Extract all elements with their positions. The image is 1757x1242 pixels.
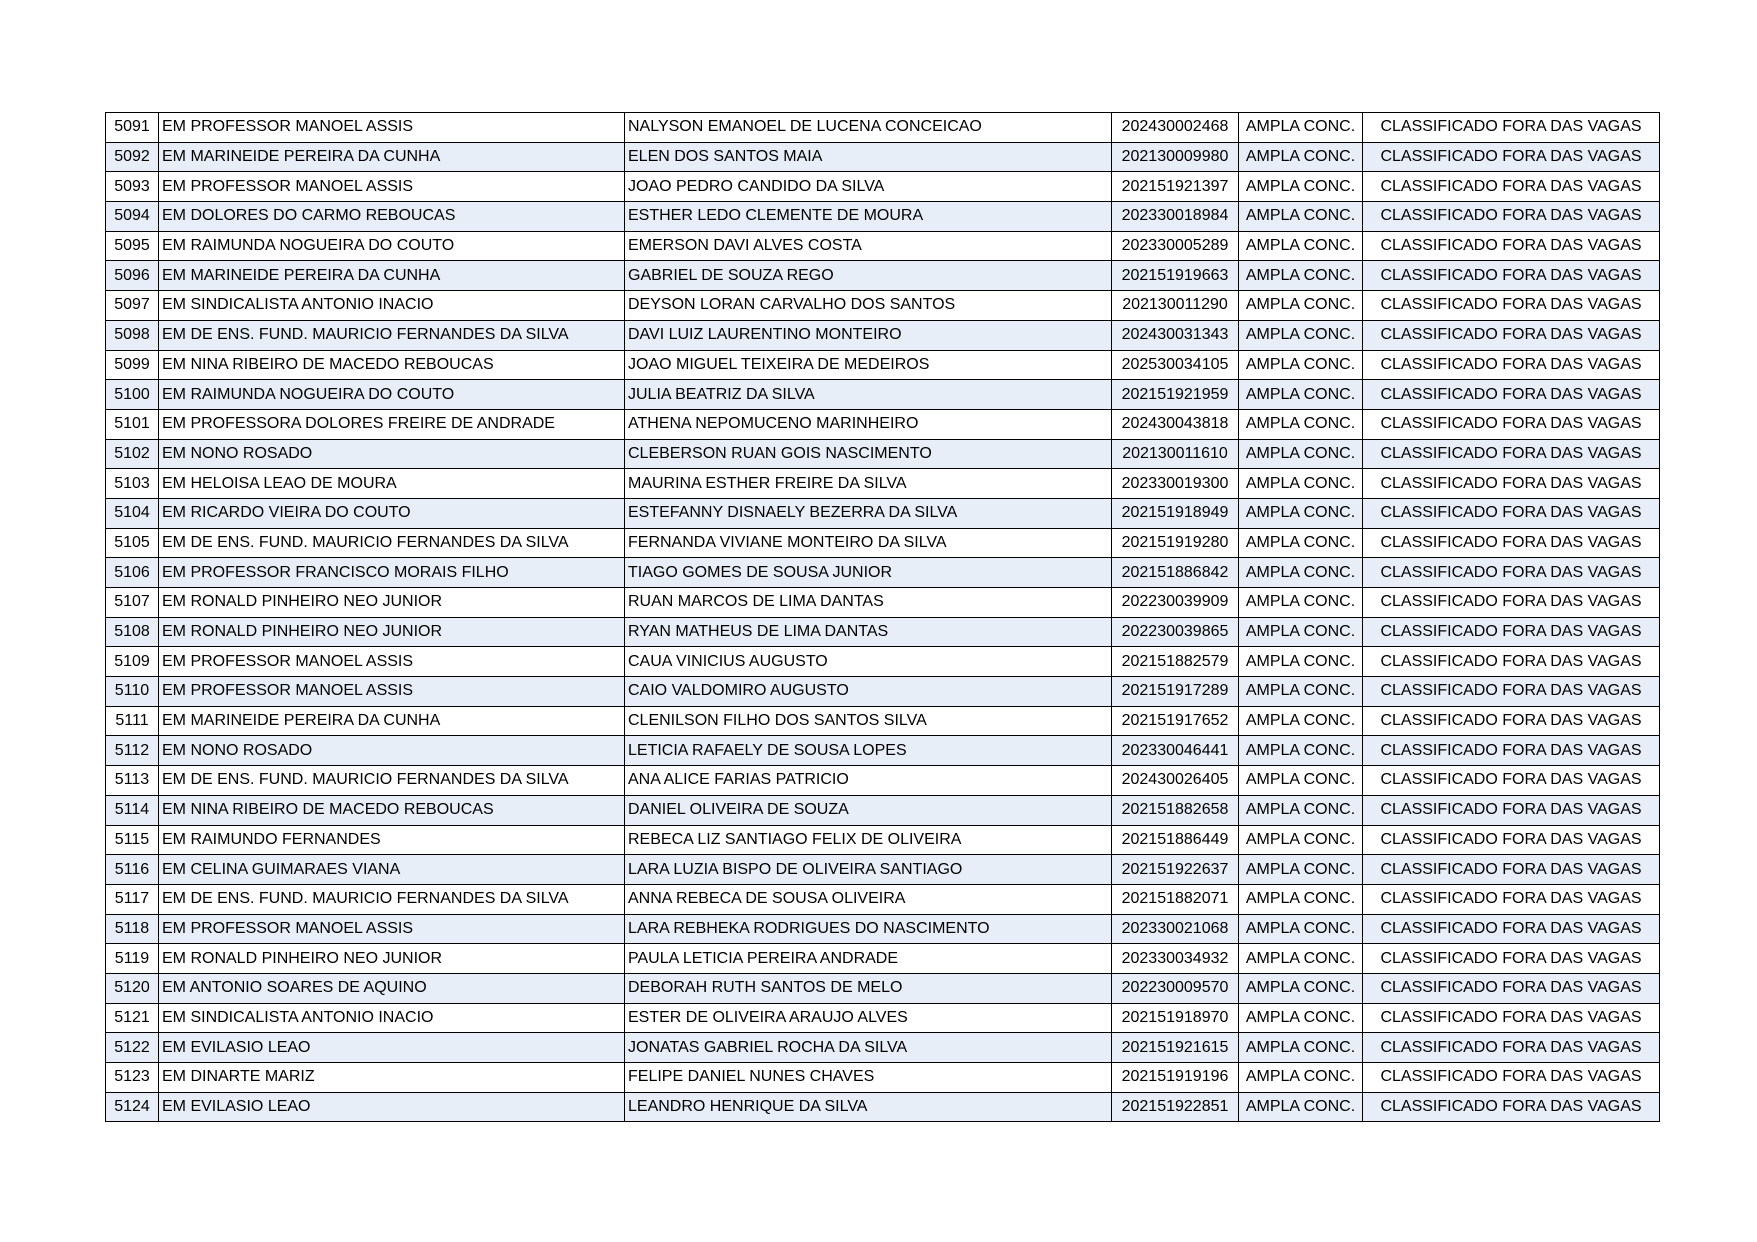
registration-cell: 202130011610 <box>1112 439 1239 469</box>
school-cell: EM DE ENS. FUND. MAURICIO FERNANDES DA SILVA <box>159 320 625 350</box>
row-number-cell: 5099 <box>106 350 159 380</box>
student-name-cell: ESTEFANNY DISNAELY BEZERRA DA SILVA <box>625 498 1112 528</box>
row-number-cell: 5104 <box>106 498 159 528</box>
student-name-cell: MAURINA ESTHER FREIRE DA SILVA <box>625 469 1112 499</box>
registration-cell: 202151917289 <box>1112 677 1239 707</box>
student-name-cell: CAUA VINICIUS AUGUSTO <box>625 647 1112 677</box>
status-cell: CLASSIFICADO FORA DAS VAGAS <box>1363 855 1660 885</box>
table-row <box>106 1033 1660 1063</box>
status-cell: CLASSIFICADO FORA DAS VAGAS <box>1363 1033 1660 1063</box>
table-row <box>106 647 1660 677</box>
table-row <box>106 231 1660 261</box>
status-cell: CLASSIFICADO FORA DAS VAGAS <box>1363 350 1660 380</box>
student-name-cell: NALYSON EMANOEL DE LUCENA CONCEICAO <box>625 113 1112 143</box>
status-cell: CLASSIFICADO FORA DAS VAGAS <box>1363 647 1660 677</box>
school-cell: EM MARINEIDE PEREIRA DA CUNHA <box>159 142 625 172</box>
school-cell: EM SINDICALISTA ANTONIO INACIO <box>159 291 625 321</box>
school-cell: EM CELINA GUIMARAES VIANA <box>159 855 625 885</box>
student-name-cell: EMERSON DAVI ALVES COSTA <box>625 231 1112 261</box>
registration-cell: 202151882071 <box>1112 884 1239 914</box>
student-name-cell: REBECA LIZ SANTIAGO FELIX DE OLIVEIRA <box>625 825 1112 855</box>
status-cell: CLASSIFICADO FORA DAS VAGAS <box>1363 1092 1660 1122</box>
status-cell: CLASSIFICADO FORA DAS VAGAS <box>1363 1003 1660 1033</box>
table-row <box>106 736 1660 766</box>
registration-cell: 202430026405 <box>1112 766 1239 796</box>
quota-cell: AMPLA CONC. <box>1239 172 1363 202</box>
school-cell: EM PROFESSOR MANOEL ASSIS <box>159 647 625 677</box>
student-name-cell: JULIA BEATRIZ DA SILVA <box>625 380 1112 410</box>
student-name-cell: ELEN DOS SANTOS MAIA <box>625 142 1112 172</box>
quota-cell: AMPLA CONC. <box>1239 261 1363 291</box>
student-name-cell: ANNA REBECA DE SOUSA OLIVEIRA <box>625 884 1112 914</box>
status-cell: CLASSIFICADO FORA DAS VAGAS <box>1363 469 1660 499</box>
quota-cell: AMPLA CONC. <box>1239 1033 1363 1063</box>
registration-cell: 202130011290 <box>1112 291 1239 321</box>
quota-cell: AMPLA CONC. <box>1239 113 1363 143</box>
school-cell: EM SINDICALISTA ANTONIO INACIO <box>159 1003 625 1033</box>
quota-cell: AMPLA CONC. <box>1239 736 1363 766</box>
row-number-cell: 5092 <box>106 142 159 172</box>
row-number-cell: 5101 <box>106 409 159 439</box>
school-cell: EM NINA RIBEIRO DE MACEDO REBOUCAS <box>159 350 625 380</box>
table-row <box>106 113 1660 143</box>
school-cell: EM NINA RIBEIRO DE MACEDO REBOUCAS <box>159 795 625 825</box>
registration-cell: 202230039909 <box>1112 588 1239 618</box>
school-cell: EM RONALD PINHEIRO NEO JUNIOR <box>159 588 625 618</box>
quota-cell: AMPLA CONC. <box>1239 944 1363 974</box>
table-row <box>106 795 1660 825</box>
student-name-cell: JONATAS GABRIEL ROCHA DA SILVA <box>625 1033 1112 1063</box>
quota-cell: AMPLA CONC. <box>1239 706 1363 736</box>
status-cell: CLASSIFICADO FORA DAS VAGAS <box>1363 677 1660 707</box>
row-number-cell: 5109 <box>106 647 159 677</box>
student-name-cell: PAULA LETICIA PEREIRA ANDRADE <box>625 944 1112 974</box>
quota-cell: AMPLA CONC. <box>1239 588 1363 618</box>
quota-cell: AMPLA CONC. <box>1239 320 1363 350</box>
registration-cell: 202151921959 <box>1112 380 1239 410</box>
school-cell: EM DOLORES DO CARMO REBOUCAS <box>159 202 625 232</box>
quota-cell: AMPLA CONC. <box>1239 795 1363 825</box>
quota-cell: AMPLA CONC. <box>1239 973 1363 1003</box>
status-cell: CLASSIFICADO FORA DAS VAGAS <box>1363 914 1660 944</box>
school-cell: EM EVILASIO LEAO <box>159 1033 625 1063</box>
row-number-cell: 5123 <box>106 1063 159 1093</box>
school-cell: EM RAIMUNDO FERNANDES <box>159 825 625 855</box>
row-number-cell: 5112 <box>106 736 159 766</box>
registration-cell: 202151886842 <box>1112 558 1239 588</box>
school-cell: EM PROFESSORA DOLORES FREIRE DE ANDRADE <box>159 409 625 439</box>
student-name-cell: FELIPE DANIEL NUNES CHAVES <box>625 1063 1112 1093</box>
student-name-cell: RYAN MATHEUS DE LIMA DANTAS <box>625 617 1112 647</box>
student-name-cell: ESTER DE OLIVEIRA ARAUJO ALVES <box>625 1003 1112 1033</box>
table-row <box>106 142 1660 172</box>
student-name-cell: FERNANDA VIVIANE MONTEIRO DA SILVA <box>625 528 1112 558</box>
school-cell: EM PROFESSOR MANOEL ASSIS <box>159 914 625 944</box>
school-cell: EM MARINEIDE PEREIRA DA CUNHA <box>159 706 625 736</box>
school-cell: EM PROFESSOR MANOEL ASSIS <box>159 172 625 202</box>
results-table-body <box>106 113 1660 1122</box>
row-number-cell: 5098 <box>106 320 159 350</box>
school-cell: EM MARINEIDE PEREIRA DA CUNHA <box>159 261 625 291</box>
row-number-cell: 5105 <box>106 528 159 558</box>
table-row <box>106 528 1660 558</box>
registration-cell: 202151922851 <box>1112 1092 1239 1122</box>
status-cell: CLASSIFICADO FORA DAS VAGAS <box>1363 1063 1660 1093</box>
status-cell: CLASSIFICADO FORA DAS VAGAS <box>1363 291 1660 321</box>
school-cell: EM RAIMUNDA NOGUEIRA DO COUTO <box>159 380 625 410</box>
student-name-cell: GABRIEL DE SOUZA REGO <box>625 261 1112 291</box>
registration-cell: 202151886449 <box>1112 825 1239 855</box>
status-cell: CLASSIFICADO FORA DAS VAGAS <box>1363 706 1660 736</box>
table-row <box>106 439 1660 469</box>
quota-cell: AMPLA CONC. <box>1239 528 1363 558</box>
registration-cell: 202151921615 <box>1112 1033 1239 1063</box>
status-cell: CLASSIFICADO FORA DAS VAGAS <box>1363 588 1660 618</box>
table-row <box>106 202 1660 232</box>
registration-cell: 202151922637 <box>1112 855 1239 885</box>
quota-cell: AMPLA CONC. <box>1239 1003 1363 1033</box>
table-row <box>106 884 1660 914</box>
registration-cell: 202130009980 <box>1112 142 1239 172</box>
school-cell: EM RICARDO VIEIRA DO COUTO <box>159 498 625 528</box>
status-cell: CLASSIFICADO FORA DAS VAGAS <box>1363 231 1660 261</box>
status-cell: CLASSIFICADO FORA DAS VAGAS <box>1363 884 1660 914</box>
student-name-cell: DANIEL OLIVEIRA DE SOUZA <box>625 795 1112 825</box>
row-number-cell: 5096 <box>106 261 159 291</box>
row-number-cell: 5111 <box>106 706 159 736</box>
registration-cell: 202330018984 <box>1112 202 1239 232</box>
school-cell: EM EVILASIO LEAO <box>159 1092 625 1122</box>
row-number-cell: 5097 <box>106 291 159 321</box>
registration-cell: 202151919196 <box>1112 1063 1239 1093</box>
table-row <box>106 677 1660 707</box>
row-number-cell: 5094 <box>106 202 159 232</box>
quota-cell: AMPLA CONC. <box>1239 1063 1363 1093</box>
status-cell: CLASSIFICADO FORA DAS VAGAS <box>1363 202 1660 232</box>
row-number-cell: 5113 <box>106 766 159 796</box>
table-row <box>106 617 1660 647</box>
student-name-cell: LEANDRO HENRIQUE DA SILVA <box>625 1092 1112 1122</box>
registration-cell: 202430031343 <box>1112 320 1239 350</box>
school-cell: EM DE ENS. FUND. MAURICIO FERNANDES DA SILVA <box>159 528 625 558</box>
status-cell: CLASSIFICADO FORA DAS VAGAS <box>1363 439 1660 469</box>
registration-cell: 202330005289 <box>1112 231 1239 261</box>
quota-cell: AMPLA CONC. <box>1239 350 1363 380</box>
registration-cell: 202330034932 <box>1112 944 1239 974</box>
quota-cell: AMPLA CONC. <box>1239 766 1363 796</box>
registration-cell: 202151917652 <box>1112 706 1239 736</box>
table-row <box>106 172 1660 202</box>
row-number-cell: 5116 <box>106 855 159 885</box>
status-cell: CLASSIFICADO FORA DAS VAGAS <box>1363 409 1660 439</box>
student-name-cell: ATHENA NEPOMUCENO MARINHEIRO <box>625 409 1112 439</box>
quota-cell: AMPLA CONC. <box>1239 380 1363 410</box>
quota-cell: AMPLA CONC. <box>1239 825 1363 855</box>
student-name-cell: ESTHER LEDO CLEMENTE DE MOURA <box>625 202 1112 232</box>
quota-cell: AMPLA CONC. <box>1239 914 1363 944</box>
table-row <box>106 1063 1660 1093</box>
table-row <box>106 469 1660 499</box>
quota-cell: AMPLA CONC. <box>1239 855 1363 885</box>
status-cell: CLASSIFICADO FORA DAS VAGAS <box>1363 825 1660 855</box>
status-cell: CLASSIFICADO FORA DAS VAGAS <box>1363 172 1660 202</box>
table-row <box>106 1003 1660 1033</box>
quota-cell: AMPLA CONC. <box>1239 647 1363 677</box>
status-cell: CLASSIFICADO FORA DAS VAGAS <box>1363 498 1660 528</box>
quota-cell: AMPLA CONC. <box>1239 677 1363 707</box>
quota-cell: AMPLA CONC. <box>1239 617 1363 647</box>
quota-cell: AMPLA CONC. <box>1239 202 1363 232</box>
registration-cell: 202151919663 <box>1112 261 1239 291</box>
registration-cell: 202151918949 <box>1112 498 1239 528</box>
quota-cell: AMPLA CONC. <box>1239 1092 1363 1122</box>
status-cell: CLASSIFICADO FORA DAS VAGAS <box>1363 380 1660 410</box>
quota-cell: AMPLA CONC. <box>1239 142 1363 172</box>
table-row <box>106 825 1660 855</box>
row-number-cell: 5091 <box>106 113 159 143</box>
table-row <box>106 380 1660 410</box>
status-cell: CLASSIFICADO FORA DAS VAGAS <box>1363 795 1660 825</box>
status-cell: CLASSIFICADO FORA DAS VAGAS <box>1363 736 1660 766</box>
registration-cell: 202430002468 <box>1112 113 1239 143</box>
school-cell: EM DE ENS. FUND. MAURICIO FERNANDES DA SILVA <box>159 884 625 914</box>
row-number-cell: 5120 <box>106 973 159 1003</box>
student-name-cell: LARA REBHEKA RODRIGUES DO NASCIMENTO <box>625 914 1112 944</box>
table-row <box>106 766 1660 796</box>
student-name-cell: CLENILSON FILHO DOS SANTOS SILVA <box>625 706 1112 736</box>
row-number-cell: 5106 <box>106 558 159 588</box>
row-number-cell: 5103 <box>106 469 159 499</box>
status-cell: CLASSIFICADO FORA DAS VAGAS <box>1363 766 1660 796</box>
student-name-cell: LARA LUZIA BISPO DE OLIVEIRA SANTIAGO <box>625 855 1112 885</box>
registration-cell: 202151882579 <box>1112 647 1239 677</box>
student-name-cell: TIAGO GOMES DE SOUSA JUNIOR <box>625 558 1112 588</box>
registration-cell: 202330046441 <box>1112 736 1239 766</box>
table-row <box>106 1092 1660 1122</box>
registration-cell: 202230009570 <box>1112 973 1239 1003</box>
quota-cell: AMPLA CONC. <box>1239 439 1363 469</box>
quota-cell: AMPLA CONC. <box>1239 291 1363 321</box>
status-cell: CLASSIFICADO FORA DAS VAGAS <box>1363 558 1660 588</box>
student-name-cell: DEYSON LORAN CARVALHO DOS SANTOS <box>625 291 1112 321</box>
registration-cell: 202430043818 <box>1112 409 1239 439</box>
school-cell: EM NONO ROSADO <box>159 736 625 766</box>
status-cell: CLASSIFICADO FORA DAS VAGAS <box>1363 142 1660 172</box>
quota-cell: AMPLA CONC. <box>1239 558 1363 588</box>
school-cell: EM DE ENS. FUND. MAURICIO FERNANDES DA SILVA <box>159 766 625 796</box>
school-cell: EM PROFESSOR MANOEL ASSIS <box>159 113 625 143</box>
student-name-cell: JOAO PEDRO CANDIDO DA SILVA <box>625 172 1112 202</box>
quota-cell: AMPLA CONC. <box>1239 884 1363 914</box>
school-cell: EM PROFESSOR FRANCISCO MORAIS FILHO <box>159 558 625 588</box>
student-name-cell: RUAN MARCOS DE LIMA DANTAS <box>625 588 1112 618</box>
registration-cell: 202330019300 <box>1112 469 1239 499</box>
status-cell: CLASSIFICADO FORA DAS VAGAS <box>1363 617 1660 647</box>
quota-cell: AMPLA CONC. <box>1239 231 1363 261</box>
table-row <box>106 914 1660 944</box>
registration-cell: 202151919280 <box>1112 528 1239 558</box>
row-number-cell: 5115 <box>106 825 159 855</box>
row-number-cell: 5117 <box>106 884 159 914</box>
student-name-cell: DAVI LUIZ LAURENTINO MONTEIRO <box>625 320 1112 350</box>
table-row <box>106 706 1660 736</box>
row-number-cell: 5121 <box>106 1003 159 1033</box>
student-name-cell: LETICIA RAFAELY DE SOUSA LOPES <box>625 736 1112 766</box>
student-name-cell: CLEBERSON RUAN GOIS NASCIMENTO <box>625 439 1112 469</box>
status-cell: CLASSIFICADO FORA DAS VAGAS <box>1363 528 1660 558</box>
school-cell: EM PROFESSOR MANOEL ASSIS <box>159 677 625 707</box>
registration-cell: 202230039865 <box>1112 617 1239 647</box>
row-number-cell: 5102 <box>106 439 159 469</box>
table-row <box>106 350 1660 380</box>
status-cell: CLASSIFICADO FORA DAS VAGAS <box>1363 973 1660 1003</box>
row-number-cell: 5119 <box>106 944 159 974</box>
student-name-cell: JOAO MIGUEL TEIXEIRA DE MEDEIROS <box>625 350 1112 380</box>
registration-cell: 202530034105 <box>1112 350 1239 380</box>
table-row <box>106 320 1660 350</box>
row-number-cell: 5100 <box>106 380 159 410</box>
quota-cell: AMPLA CONC. <box>1239 409 1363 439</box>
quota-cell: AMPLA CONC. <box>1239 469 1363 499</box>
status-cell: CLASSIFICADO FORA DAS VAGAS <box>1363 261 1660 291</box>
table-row <box>106 944 1660 974</box>
row-number-cell: 5124 <box>106 1092 159 1122</box>
status-cell: CLASSIFICADO FORA DAS VAGAS <box>1363 320 1660 350</box>
quota-cell: AMPLA CONC. <box>1239 498 1363 528</box>
school-cell: EM DINARTE MARIZ <box>159 1063 625 1093</box>
row-number-cell: 5095 <box>106 231 159 261</box>
table-row <box>106 558 1660 588</box>
table-row <box>106 291 1660 321</box>
status-cell: CLASSIFICADO FORA DAS VAGAS <box>1363 113 1660 143</box>
row-number-cell: 5122 <box>106 1033 159 1063</box>
table-row <box>106 409 1660 439</box>
row-number-cell: 5118 <box>106 914 159 944</box>
school-cell: EM RONALD PINHEIRO NEO JUNIOR <box>159 617 625 647</box>
school-cell: EM ANTONIO SOARES DE AQUINO <box>159 973 625 1003</box>
row-number-cell: 5110 <box>106 677 159 707</box>
status-cell: CLASSIFICADO FORA DAS VAGAS <box>1363 944 1660 974</box>
row-number-cell: 5107 <box>106 588 159 618</box>
school-cell: EM NONO ROSADO <box>159 439 625 469</box>
table-row <box>106 973 1660 1003</box>
table-row <box>106 588 1660 618</box>
table-row <box>106 498 1660 528</box>
registration-cell: 202151921397 <box>1112 172 1239 202</box>
table-row <box>106 855 1660 885</box>
student-name-cell: DEBORAH RUTH SANTOS DE MELO <box>625 973 1112 1003</box>
table-row <box>106 261 1660 291</box>
student-name-cell: ANA ALICE FARIAS PATRICIO <box>625 766 1112 796</box>
row-number-cell: 5093 <box>106 172 159 202</box>
school-cell: EM RAIMUNDA NOGUEIRA DO COUTO <box>159 231 625 261</box>
registration-cell: 202151918970 <box>1112 1003 1239 1033</box>
registration-cell: 202151882658 <box>1112 795 1239 825</box>
results-table <box>105 112 1660 1122</box>
school-cell: EM HELOISA LEAO DE MOURA <box>159 469 625 499</box>
row-number-cell: 5108 <box>106 617 159 647</box>
student-name-cell: CAIO VALDOMIRO AUGUSTO <box>625 677 1112 707</box>
row-number-cell: 5114 <box>106 795 159 825</box>
school-cell: EM RONALD PINHEIRO NEO JUNIOR <box>159 944 625 974</box>
registration-cell: 202330021068 <box>1112 914 1239 944</box>
